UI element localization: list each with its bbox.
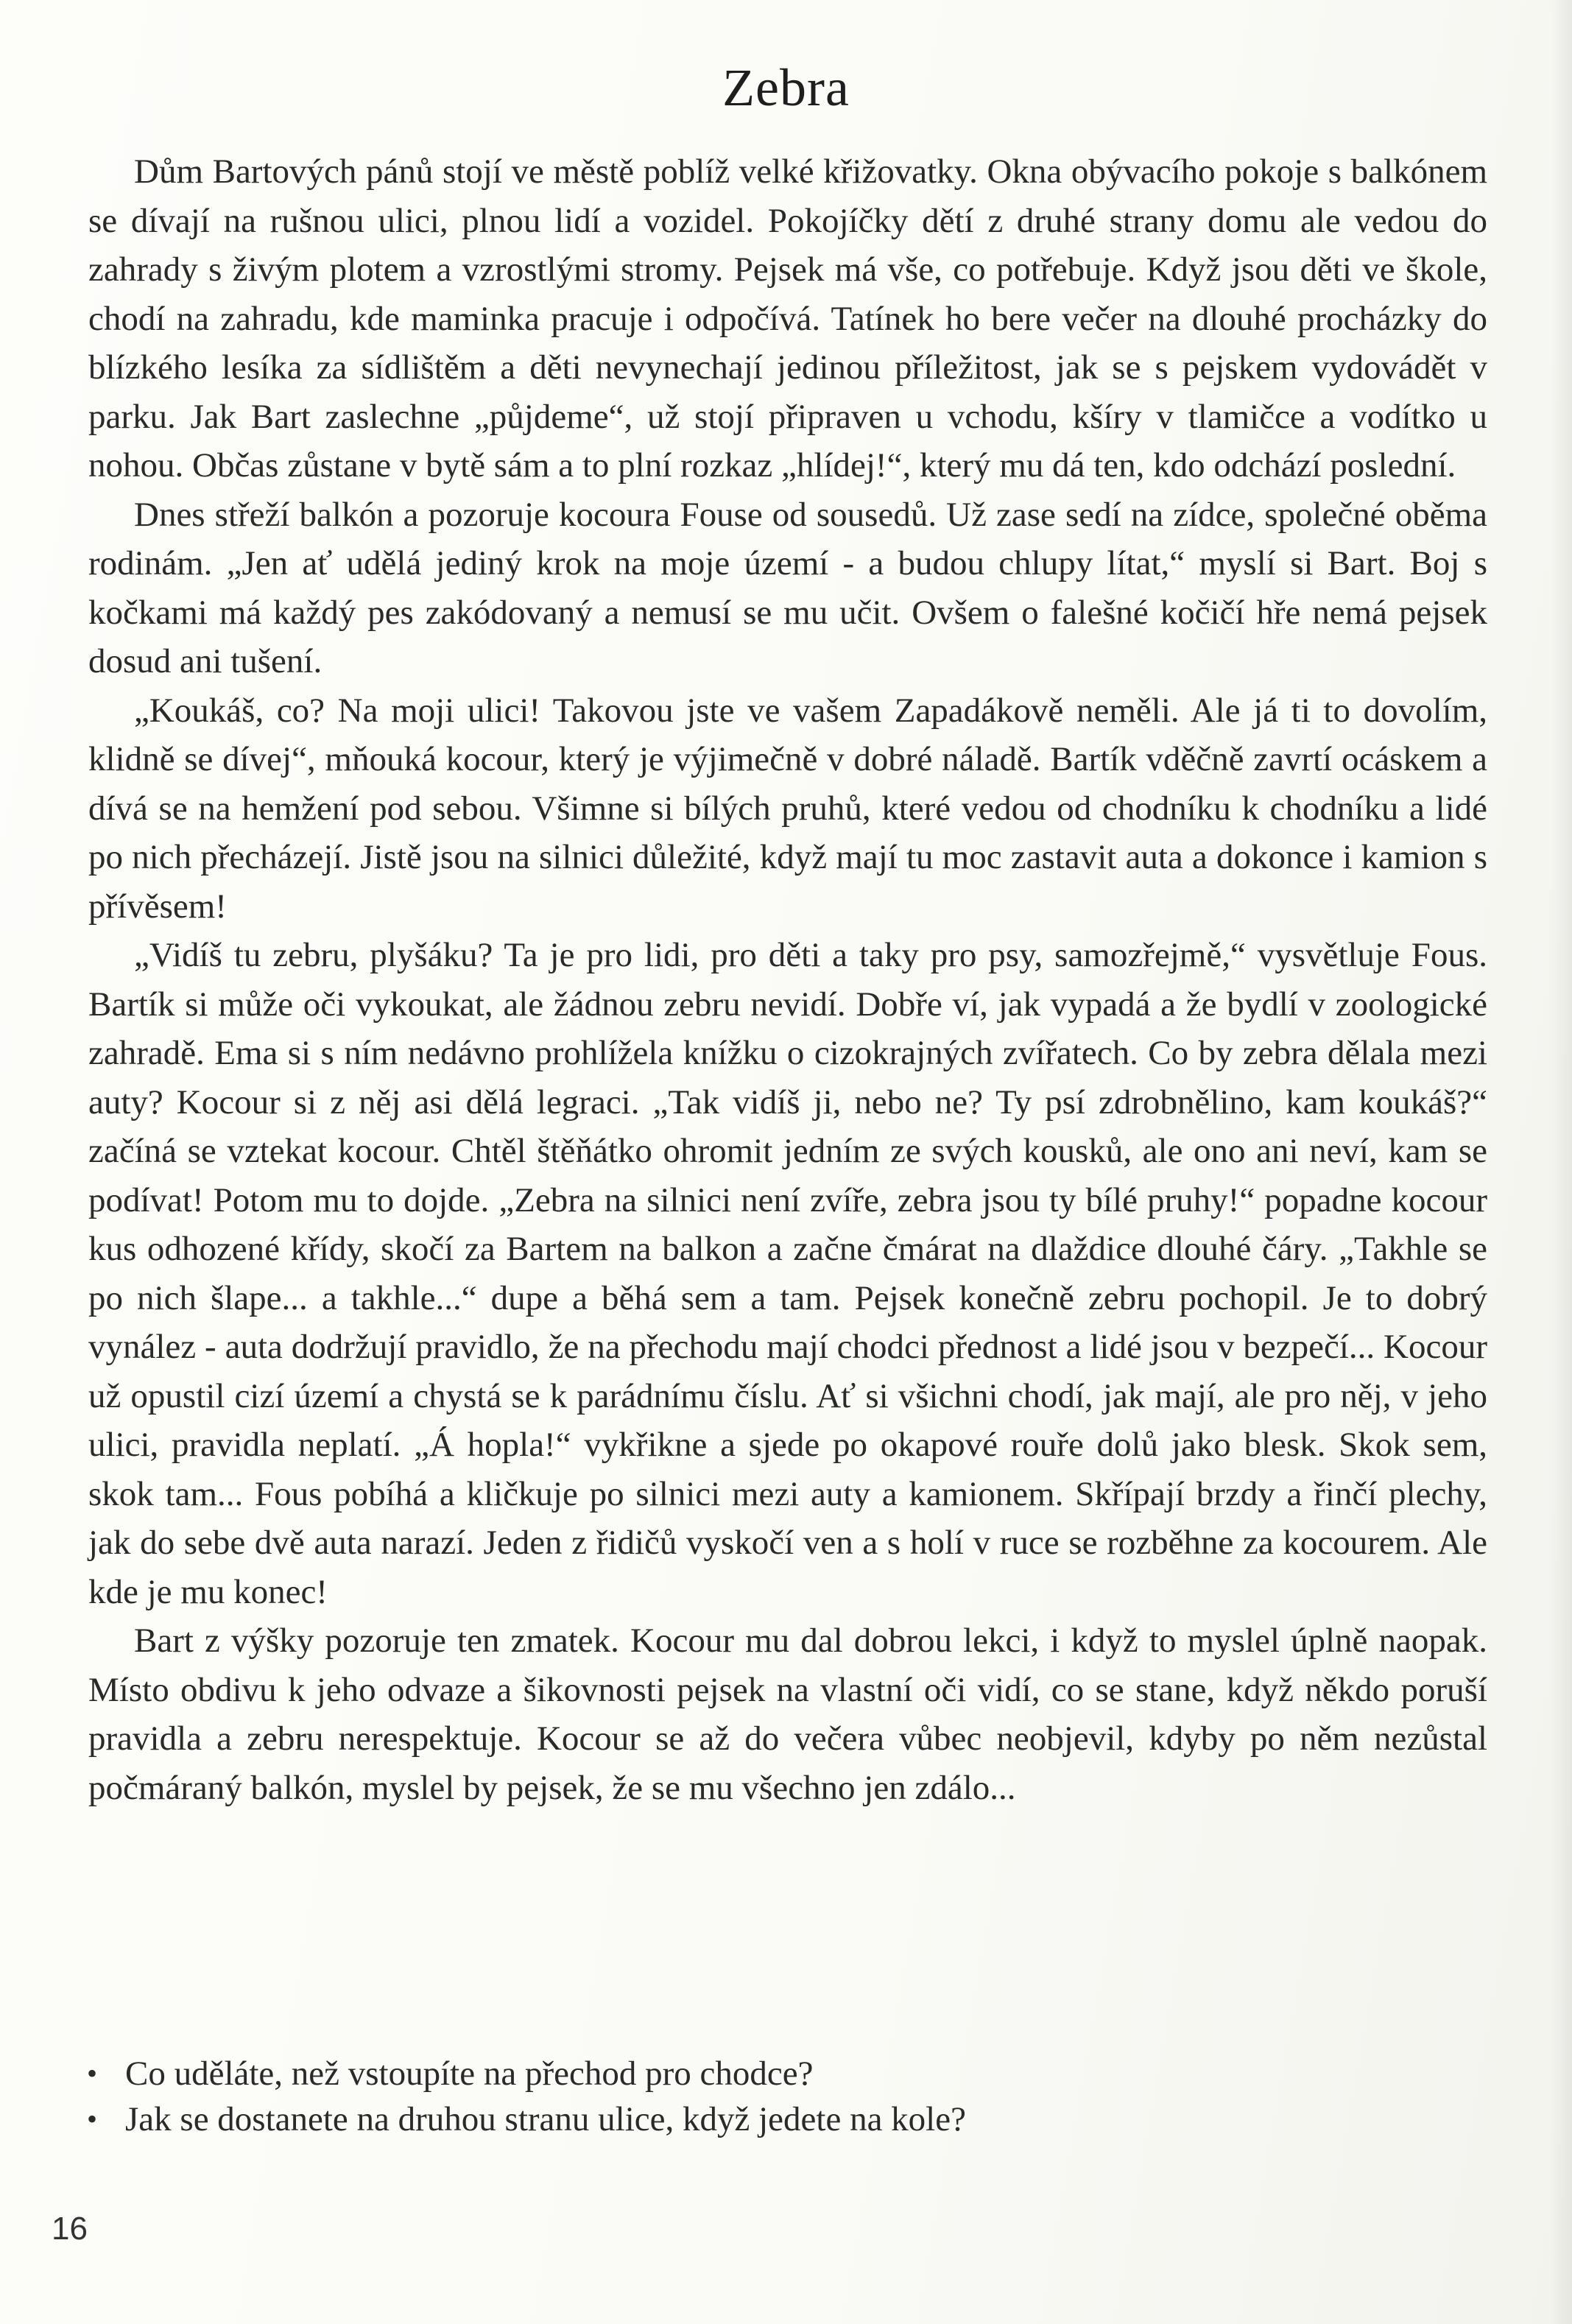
paragraph: Dnes střeží balkón a pozoruje kocoura Fouse od sousedů. Už zase sedí na zídce, společné oběma rodinám. „Jen ať udělá jediný krok na moje území - a budou chlupy lítat,“ myslí si Bart. Boj s kočkami má každý pes zakódovaný a nemusí se mu učit. Ovšem o falešné kočičí hře nemá pejsek dosud ani tušení. <box>88 495 1487 680</box>
question-item <box>82 2051 1481 2096</box>
page-number: 16 <box>52 2211 88 2247</box>
paragraph: Bart z výšky pozoruje ten zmatek. Kocour mu dal dobrou lekci, i když to myslel úplně naopak. Místo obdivu k jeho odvaze a šikovnosti pejsek na vlastní oči vidí, co se stane, když někdo poruší pravidla a zebru nerespektuje. Kocour se až do večera vůbec neobjevil, kdyby po něm nezůstal počmáraný balkón, myslel by pejsek, že se mu všechno jen zdálo... <box>88 1621 1487 1807</box>
question-item <box>82 2096 1481 2142</box>
question-list <box>82 2051 1481 2142</box>
paragraph: „Vidíš tu zebru, plyšáku? Ta je pro lidi, pro děti a taky pro psy, samozřejmě,“ vysvětluje Fous. Bartík si může oči vykoukat, ale žádnou zebru nevidí. Dobře ví, jak vypadá a že bydlí v zoologické zahradě. Ema si s ním nedávno prohlížela knížku o cizokrajných zvířatech. Co by zebra dělala mezi auty? Kocour si z něj asi dělá legraci. „Tak vidíš ji, nebo ne? Ty psí zdrobnělino, kam koukáš?“ začíná se vztekat kocour. Chtěl štěňátko ohromit jedním ze svých kousků, ale ono ani neví, kam se podívat! Potom mu to dojde. „Zebra na silnici není zvíře, zebra jsou ty bílé pruhy!“ popadne kocour kus odhozené křídy, skočí za Bartem na balkon a začne čmárat na dlaždice dlouhé čáry. „Takhle se po nich šlape... a takhle...“ dupe a běhá sem a tam. Pejsek konečně zebru pochopil. Je to dobrý vynález - auta dodržují pravidlo, že na přechodu mají chodci přednost a lidé jsou v bezpečí... Kocour už opustil cizí území a chystá se k parádnímu číslu. Ať si všichni chodí, jak mají, ale pro něj, v jeho ulici, pravidla neplatí. „Á hopla!“ vykřikne a sjede po okapové rouře dolů jako blesk. Skok sem, skok tam... Fous pobíhá a kličkuje po silnici mezi auty a kamionem. Skřípají brzdy a řinčí plechy, jak do sebe dvě auta narazí. Jeden z řidičů vyskočí ven a s holí v ruce se rozběhne za kocourem. Ale kde je mu konec! <box>88 936 1487 1611</box>
paragraph: „Koukáš, co? Na moji ulici! Takovou jste ve vašem Zapadákově neměli. Ale já ti to dovolím, klidně se dívej“, mňouká kocour, který je výjimečně v dobré náladě. Bartík vděčně zavrtí ocáskem a dívá se na hemžení pod sebou. Všimne si bílých pruhů, které vedou od chodníku k chodníku a lidé po nich přecházejí. Jistě jsou na silnici důležité, když mají tu moc zastavit auta a dokonce i kamion s přívěsem! <box>88 691 1487 926</box>
question-text: Co uděláte, než vstoupíte na přechod pro chodce? <box>125 2054 814 2093</box>
page-edge-shadow <box>1550 0 1572 2324</box>
question-text: Jak se dostanete na druhou stranu ulice, když jedete na kole? <box>125 2100 966 2138</box>
page-title: Zebra <box>722 58 850 117</box>
paragraph: Dům Bartových pánů stojí ve městě poblíž velké křižovatky. Okna obývacího pokoje s balkónem se dívají na rušnou ulici, plnou lidí a vozidel. Pokojíčky dětí z druhé strany domu ale vedou do zahrady s živým plotem a vzrostlými stromy. Pejsek má vše, co potřebuje. Když jsou děti ve škole, chodí na zahradu, kde maminka pracuje i odpočívá. Tatínek ho bere večer na dlouhé procházky do blízkého lesíka za sídlištěm a děti nevynechají jedinou příležitost, jak se s pejskem vydovádět v parku. Jak Bart zaslechne „půjdeme“, už stojí připraven u vchodu, kšíry v tlamičce a vodítko u nohou. Občas zůstane v bytě sám a to plní rozkaz „hlídej!“, který mu dá ten, kdo odchází poslední. <box>88 152 1487 485</box>
bullet-icon: • <box>87 2102 98 2135</box>
bullet-icon: • <box>87 2057 98 2090</box>
story-text <box>88 147 1487 1812</box>
